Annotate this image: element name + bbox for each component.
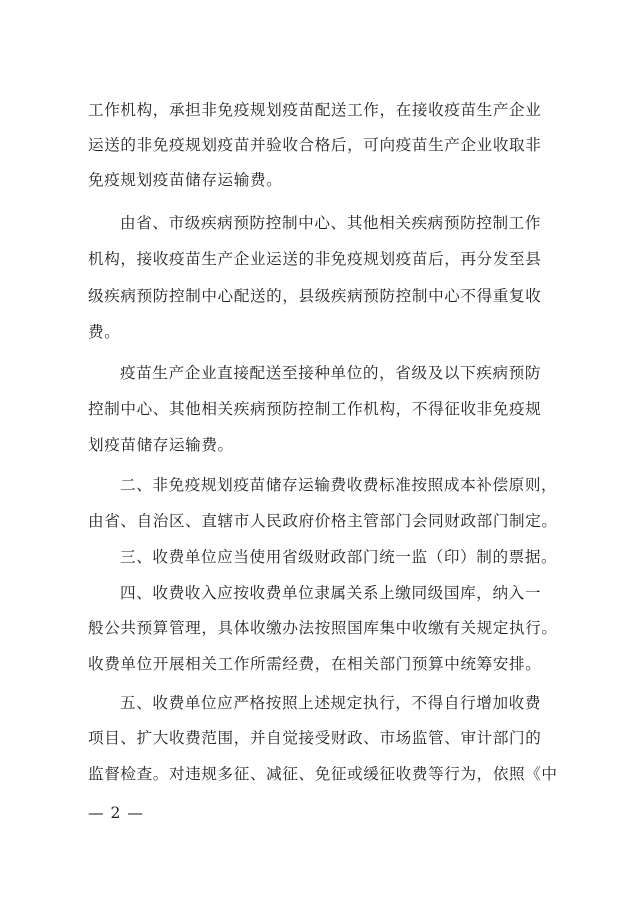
paragraph-line: 免疫规划疫苗储存运输费。 [88, 171, 283, 189]
paragraph-line: 机构，接收疫苗生产企业运送的非免疫规划疫苗后，再分发至县 [88, 250, 542, 268]
paragraph-line: 费。 [88, 323, 121, 341]
paragraph-line: 二、非免疫规划疫苗储存运输费收费标准按照成本补偿原则， [120, 476, 558, 494]
paragraph-line: 监督检查。对违规多征、减征、免征或缓征收费等行为，依照《中 [88, 765, 558, 783]
paragraph-line: 收费单位开展相关工作所需经费，在相关部门预算中统筹安排。 [88, 655, 542, 673]
page-number: — 2 — [88, 804, 145, 822]
paragraph-line: 由省、市级疾病预防控制中心、其他相关疾病预防控制工作 [120, 214, 542, 232]
paragraph-line: 疫苗生产企业直接配送至接种单位的，省级及以下疾病预防 [120, 364, 542, 382]
paragraph-line: 四、收费收入应按收费单位隶属关系上缴同级国库，纳入一 [120, 584, 542, 602]
paragraph-line: 项目、扩大收费范围，并自觉接受财政、市场监管、审计部门的 [88, 729, 542, 747]
paragraph-line: 划疫苗储存运输费。 [88, 436, 234, 454]
paragraph-line: 三、收费单位应当使用省级财政部门统一监（印）制的票据。 [120, 548, 558, 566]
paragraph-line: 运送的非免疫规划疫苗并验收合格后，可向疫苗生产企业收取非 [88, 136, 542, 154]
paragraph-line: 般公共预算管理，具体收缴办法按照国库集中收缴有关规定执行。 [88, 619, 558, 637]
paragraph-line: 控制中心、其他相关疾病预防控制工作机构，不得征收非免疫规 [88, 400, 542, 418]
paragraph-line: 五、收费单位应严格按照上述规定执行，不得自行增加收费 [120, 694, 542, 712]
paragraph-line: 级疾病预防控制中心配送的，县级疾病预防控制中心不得重复收 [88, 287, 542, 305]
paragraph-line: 由省、自治区、直辖市人民政府价格主管部门会同财政部门制定。 [88, 512, 558, 530]
paragraph-line: 工作机构，承担非免疫规划疫苗配送工作，在接收疫苗生产企业 [88, 101, 542, 119]
